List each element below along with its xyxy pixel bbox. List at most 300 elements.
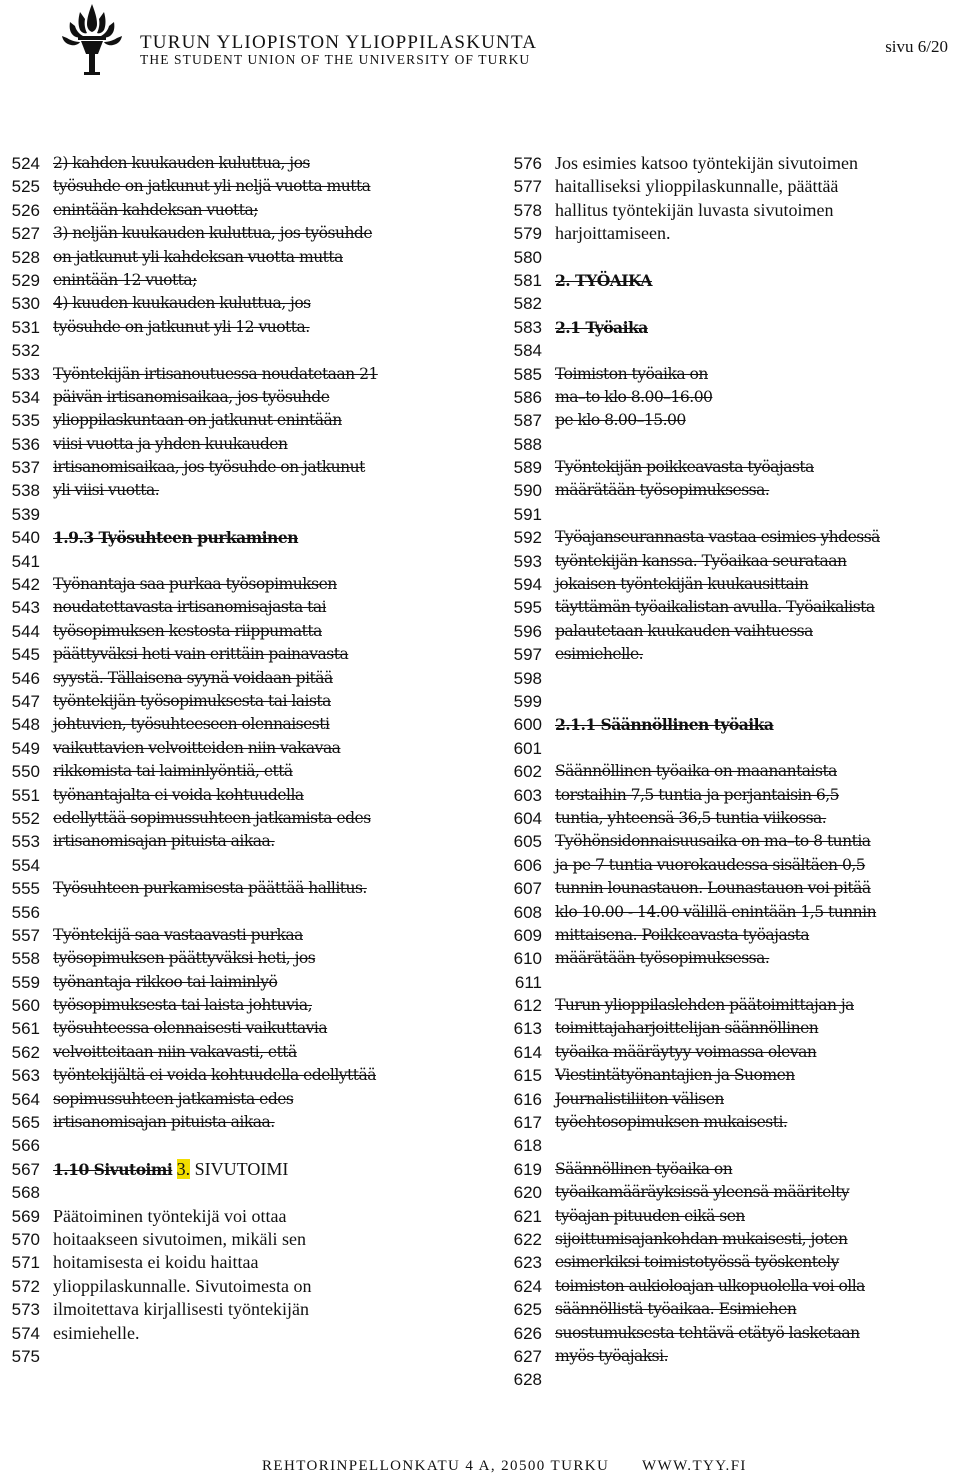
line-text: irtisanomisaikaa, jos työsuhde on jatkunut [53, 458, 365, 477]
line-number: 527 [11, 224, 40, 244]
line-text: yli viisi vuotta. [53, 481, 160, 500]
document-line [502, 1205, 960, 1228]
line-number: 551 [11, 785, 40, 805]
line-number: 592 [513, 528, 542, 548]
line-text: 1.9.3 Työsuhteen purkaminen [53, 528, 298, 548]
line-text: työsopimuksesta tai laista johtuvia, [53, 996, 312, 1015]
document-line [0, 550, 490, 573]
document-line [502, 1088, 960, 1111]
line-text: Säännöllinen työaika on maanantaista [555, 762, 837, 781]
line-text: 4) kuuden kuukauden kuluttua, jos [53, 294, 311, 313]
document-line [0, 199, 490, 222]
line-segment: 1.10 Sivutoimi [53, 1159, 173, 1179]
line-text: työsuhde on jatkunut yli neljä vuotta mutta [53, 177, 371, 196]
line-number: 621 [513, 1206, 542, 1226]
line-number: 586 [513, 387, 542, 407]
left-column [0, 152, 490, 1368]
line-text: edellyttää sopimussuhteen jatkamista edes [53, 808, 371, 827]
line-number: 575 [11, 1346, 40, 1366]
line-number: 568 [11, 1183, 40, 1203]
line-number: 531 [11, 317, 40, 337]
line-number: 600 [513, 715, 542, 735]
line-number: 596 [513, 621, 542, 641]
document-line [0, 456, 490, 479]
line-text: mittaisena. Poikkeavasta työajasta [555, 925, 810, 944]
line-number: 591 [513, 504, 542, 524]
document-line [502, 947, 960, 970]
document-line [0, 1111, 490, 1134]
document-line [0, 1181, 490, 1204]
line-text: hoitaakseen sivutoimen, mikäli sen [53, 1228, 306, 1249]
document-line [502, 222, 960, 245]
line-number: 569 [11, 1206, 40, 1226]
line-number: 574 [11, 1323, 40, 1343]
line-text: klo 10.00 - 14.00 välillä enintään 1,5 tunnin [555, 902, 877, 921]
line-number: 612 [513, 996, 542, 1016]
line-text: enintään 12 vuotta; [53, 270, 197, 289]
line-number: 595 [513, 598, 542, 618]
line-text: Työntekijän irtisanoutuessa noudatetaan 21 [53, 364, 378, 383]
line-number: 594 [513, 575, 542, 595]
line-number: 615 [513, 1066, 542, 1086]
document-line [502, 784, 960, 807]
line-number: 583 [513, 317, 542, 337]
document-line [0, 292, 490, 315]
line-number: 554 [11, 855, 40, 875]
line-text: Työntekijä saa vastaavasti purkaa [53, 925, 303, 944]
line-number: 541 [11, 551, 40, 571]
document-line [502, 620, 960, 643]
line-number: 589 [513, 458, 542, 478]
line-text: vaikuttavien velvoitteiden niin vakavaa [53, 738, 341, 757]
line-number: 542 [11, 575, 40, 595]
document-line [0, 877, 490, 900]
line-number: 627 [513, 1346, 542, 1366]
document-line [0, 246, 490, 269]
line-number: 598 [513, 668, 542, 688]
document-line [502, 573, 960, 596]
line-text: hallitus työntekijän luvasta sivutoimen [555, 199, 834, 220]
document-line [502, 199, 960, 222]
line-segment [172, 1161, 176, 1179]
document-line [0, 1205, 490, 1228]
line-text: työajan pituuden eikä sen [555, 1206, 745, 1225]
page-number: sivu 6/20 [885, 37, 948, 56]
document-line [502, 269, 960, 292]
document-line [0, 503, 490, 526]
document-line [502, 386, 960, 409]
line-number: 624 [513, 1276, 542, 1296]
line-text: palautetaan kuukauden vaihtuessa [555, 621, 813, 640]
line-text: viisi vuotta ja yhden kuukauden [53, 434, 288, 453]
line-number: 610 [513, 949, 542, 969]
document-line [502, 807, 960, 830]
document-line [0, 1345, 490, 1368]
document-line [502, 246, 960, 269]
line-number: 565 [11, 1113, 40, 1133]
line-text: 2.1.1 Säännöllinen työaika [555, 715, 774, 735]
line-number: 611 [514, 972, 542, 992]
line-number: 547 [11, 691, 40, 711]
document-line [502, 830, 960, 853]
line-text [53, 1158, 288, 1182]
document-line [0, 737, 490, 760]
document-line [502, 994, 960, 1017]
line-text: johtuvien, työsuhteeseen olennaisesti [53, 715, 330, 734]
torch-emblem-icon [56, 2, 128, 78]
document-line [0, 784, 490, 807]
line-number: 529 [11, 270, 40, 290]
line-text: toimittajaharjoittelijan säännöllinen [555, 1019, 819, 1038]
document-line [0, 854, 490, 877]
line-text: noudatettavasta irtisanomisajasta tai [53, 598, 327, 617]
line-number: 584 [513, 341, 542, 361]
document-line [0, 386, 490, 409]
line-text: työsuhteessa olennaisesti vaikuttavia [53, 1019, 328, 1038]
document-line [502, 292, 960, 315]
line-text: työaikamääräyksissä yleensä määritelty [555, 1183, 850, 1202]
page-footer [0, 1453, 960, 1483]
line-number: 567 [11, 1159, 40, 1179]
line-text: suostumuksesta tehtävä etätyö lasketaan [555, 1323, 860, 1342]
line-number: 560 [11, 996, 40, 1016]
line-number: 548 [11, 715, 40, 735]
line-text: tunnin lounastauon. Lounastauon voi pitää [555, 879, 871, 898]
line-number: 626 [513, 1323, 542, 1343]
line-number: 553 [11, 832, 40, 852]
line-text: esimiehelle. [53, 1322, 140, 1343]
line-number: 614 [513, 1042, 542, 1062]
document-line [502, 971, 960, 994]
line-text: 2. TYÖAIKA [555, 270, 652, 290]
line-text: Viestintätyönantajien ja Suomen [555, 1066, 795, 1085]
document-line [502, 433, 960, 456]
line-text: Työntekijän poikkeavasta työajasta [555, 458, 814, 477]
document-line [502, 1134, 960, 1157]
line-number: 588 [513, 434, 542, 454]
line-number: 585 [513, 364, 542, 384]
line-number: 533 [11, 364, 40, 384]
document-line [502, 596, 960, 619]
line-text: esimiehelle. [555, 645, 644, 664]
line-number: 606 [513, 855, 542, 875]
document-line [502, 1017, 960, 1040]
document-line [0, 1322, 490, 1345]
document-line [502, 713, 960, 736]
line-text: 2) kahden kuukauden kuluttua, jos [53, 154, 310, 172]
document-line [502, 456, 960, 479]
line-number: 532 [11, 341, 40, 361]
org-name: TURUN YLIOPISTON YLIOPPILASKUNTA [140, 32, 538, 53]
document-line [0, 807, 490, 830]
line-number: 620 [513, 1183, 542, 1203]
line-number: 559 [11, 972, 40, 992]
line-text: Journalistiliiton välisen [555, 1089, 724, 1108]
document-line [0, 1017, 490, 1040]
line-number: 543 [11, 598, 40, 618]
document-line [502, 409, 960, 432]
line-segment: SIVUTOIMI [190, 1158, 289, 1179]
line-text: syystä. Tällaisena syynä voidaan pitää [53, 668, 333, 687]
document-line [0, 222, 490, 245]
line-text: Säännöllinen työaika on [555, 1159, 733, 1178]
line-text: esimerkiksi toimistotyössä työskentely [555, 1253, 839, 1272]
document-line [502, 1228, 960, 1251]
document-line [0, 713, 490, 736]
document-line [0, 1228, 490, 1251]
document-line [0, 433, 490, 456]
line-number: 555 [11, 879, 40, 899]
line-number: 581 [513, 270, 542, 290]
document-line [0, 526, 490, 549]
line-number: 582 [513, 294, 542, 314]
line-number: 546 [11, 668, 40, 688]
line-number: 524 [11, 154, 40, 173]
line-text: tuntia, yhteensä 36,5 tuntia viikossa. [555, 808, 827, 827]
line-number: 601 [513, 738, 542, 758]
document-line [0, 971, 490, 994]
line-number: 576 [513, 154, 542, 173]
document-line [502, 1298, 960, 1321]
line-text: irtisanomisajan pituista aikaa. [53, 832, 275, 851]
document-line [502, 924, 960, 947]
line-number: 545 [11, 645, 40, 665]
document-line [502, 175, 960, 198]
line-number: 558 [11, 949, 40, 969]
line-text: täyttämän työaikalistan avulla. Työaikalista [555, 598, 875, 617]
line-text: velvoitteitaan niin vakavasti, että [53, 1042, 297, 1061]
line-number: 602 [513, 762, 542, 782]
line-number: 552 [11, 808, 40, 828]
line-text: Työajanseurannasta vastaa esimies yhdessä [555, 528, 880, 547]
line-number: 544 [11, 621, 40, 641]
line-number: 617 [513, 1113, 542, 1133]
line-text: työntekijän kanssa. Työaikaa seurataan [555, 551, 847, 570]
line-number: 540 [11, 528, 40, 548]
document-line [0, 339, 490, 362]
line-number: 599 [513, 691, 542, 711]
document-line [0, 596, 490, 619]
document-line [502, 339, 960, 362]
line-number: 580 [513, 247, 542, 267]
line-text: 2.1 Työaika [555, 317, 648, 337]
line-number: 550 [11, 762, 40, 782]
line-number: 579 [513, 224, 542, 244]
line-text: määrätään työsopimuksessa. [555, 949, 770, 968]
line-text: Toimiston työaika on [555, 364, 708, 383]
document-line [0, 901, 490, 924]
line-text: ilmoitettava kirjallisesti työntekijän [53, 1299, 309, 1320]
line-text: ja pe 7 tuntia vuorokaudessa sisältäen 0,5 [555, 855, 866, 874]
line-text: irtisanomisajan pituista aikaa. [53, 1113, 275, 1132]
line-number: 536 [11, 434, 40, 454]
document-line [0, 994, 490, 1017]
line-number: 570 [11, 1229, 40, 1249]
document-line [0, 573, 490, 596]
line-number: 573 [11, 1300, 40, 1320]
line-number: 534 [11, 387, 40, 407]
line-text: Työnantaja saa purkaa työsopimuksen [53, 575, 337, 594]
line-text: työnantaja rikkoo tai laiminlyö [53, 972, 278, 991]
document-line [502, 1345, 960, 1368]
line-number: 590 [513, 481, 542, 501]
line-text: työnantajalta ei voida kohtuudella [53, 785, 304, 804]
line-number: 587 [513, 411, 542, 431]
line-number: 625 [513, 1300, 542, 1320]
document-line [502, 316, 960, 339]
line-number: 538 [11, 481, 40, 501]
footer-address: REHTORINPELLONKATU 4 A, 20500 TURKU [262, 1458, 610, 1474]
line-number: 577 [513, 177, 542, 197]
line-text: enintään kahdeksan vuotta; [53, 200, 258, 219]
line-number: 605 [513, 832, 542, 852]
line-text: työsuhde on jatkunut yli 12 vuotta. [53, 317, 310, 336]
document-line [0, 924, 490, 947]
line-text: työntekijän työsopimuksesta tai laista [53, 691, 331, 710]
document-line [0, 1064, 490, 1087]
line-number: 597 [513, 645, 542, 665]
footer-website[interactable]: WWW.TYY.FI [642, 1458, 747, 1474]
document-line [0, 363, 490, 386]
line-number: 564 [11, 1089, 40, 1109]
document-line [0, 316, 490, 339]
document-line [502, 643, 960, 666]
document-line [0, 269, 490, 292]
page-header [0, 0, 960, 80]
document-line [502, 690, 960, 713]
document-line [0, 667, 490, 690]
document-line [502, 760, 960, 783]
document-line [502, 526, 960, 549]
line-number: 616 [513, 1089, 542, 1109]
document-line [0, 152, 490, 175]
line-number: 562 [11, 1042, 40, 1062]
document-line [502, 1251, 960, 1274]
document-line [0, 620, 490, 643]
line-text: 3) neljän kuukauden kuluttua, jos työsuhde [53, 224, 373, 243]
document-line [502, 737, 960, 760]
line-number: 604 [513, 808, 542, 828]
document-line [502, 1275, 960, 1298]
line-text: Jos esimies katsoo työntekijän sivutoimen [555, 153, 858, 173]
document-line [502, 479, 960, 502]
line-text: määrätään työsopimuksessa. [555, 481, 770, 500]
document-line [502, 152, 960, 175]
org-subtitle: THE STUDENT UNION OF THE UNIVERSITY OF TURKU [140, 52, 531, 67]
document-line [0, 1298, 490, 1321]
line-text: sijoittumisajankohdan mukaisesti, joten [555, 1229, 848, 1248]
line-number: 525 [11, 177, 40, 197]
line-text: pe klo 8.00–15.00 [555, 411, 686, 430]
document-line [0, 409, 490, 432]
line-text: jokaisen työntekijän kuukausittain [555, 575, 809, 594]
document-line [0, 760, 490, 783]
document-line [502, 667, 960, 690]
line-text: päättyväksi heti vain erittäin painavasta [53, 645, 349, 664]
line-number: 628 [513, 1370, 542, 1390]
line-text: Työsuhteen purkamisesta päättää hallitus. [53, 879, 367, 898]
line-text: Työhönsidonnaisuusaika on ma–to 8 tuntia [555, 832, 871, 851]
document-line [502, 363, 960, 386]
document-line [502, 1111, 960, 1134]
line-text: Päätoiminen työntekijä voi ottaa [53, 1205, 287, 1226]
line-number: 566 [11, 1136, 40, 1156]
document-line [0, 1088, 490, 1111]
document-line [0, 479, 490, 502]
line-text: haitalliseksi ylioppilaskunnalle, päättää [555, 176, 839, 197]
line-number: 563 [11, 1066, 40, 1086]
document-line [0, 643, 490, 666]
line-number: 609 [513, 925, 542, 945]
line-number: 556 [11, 902, 40, 922]
document-line [502, 1181, 960, 1204]
document-line [0, 690, 490, 713]
document-line [502, 854, 960, 877]
document-line [502, 1064, 960, 1087]
line-text: työehtosopimuksen mukaisesti. [555, 1113, 788, 1132]
document-line [502, 1041, 960, 1064]
line-number: 528 [11, 247, 40, 267]
line-number: 622 [513, 1229, 542, 1249]
right-column [502, 152, 960, 1392]
document-line [502, 503, 960, 526]
line-number: 607 [513, 879, 542, 899]
line-text: ylioppilaskuntaan on jatkunut enintään [53, 411, 342, 430]
line-number: 578 [513, 200, 542, 220]
line-number: 619 [513, 1159, 542, 1179]
document-line [502, 1322, 960, 1345]
line-text: rikkomista tai laiminlyöntiä, että [53, 762, 293, 781]
line-number: 557 [11, 925, 40, 945]
line-number: 526 [11, 200, 40, 220]
document-line [502, 550, 960, 573]
line-number: 530 [11, 294, 40, 314]
line-number: 613 [513, 1019, 542, 1039]
line-number: 571 [11, 1253, 40, 1273]
line-number: 623 [513, 1253, 542, 1273]
highlighted-text: 3. [176, 1158, 191, 1179]
line-text: ylioppilaskunnalle. Sivutoimesta on [53, 1275, 312, 1296]
line-number: 537 [11, 458, 40, 478]
line-text: työsopimuksen kestosta riippumatta [53, 621, 322, 640]
line-number: 549 [11, 738, 40, 758]
document-line [502, 1158, 960, 1181]
line-number: 539 [11, 504, 40, 524]
line-number: 603 [513, 785, 542, 805]
line-text: sopimussuhteen jatkamista edes [53, 1089, 294, 1108]
document-line [502, 877, 960, 900]
document-line [502, 901, 960, 924]
line-text: työsopimuksen päättyväksi heti, jos [53, 949, 316, 968]
document-line [502, 1368, 960, 1391]
document-line [0, 1134, 490, 1157]
document-line [0, 1041, 490, 1064]
line-number: 608 [513, 902, 542, 922]
line-text: työntekijältä ei voida kohtuudella edellyttää [53, 1066, 376, 1085]
line-text: myös työajaksi. [555, 1346, 668, 1365]
line-text: hoitamisesta ei koidu haittaa [53, 1252, 259, 1273]
line-number: 572 [11, 1276, 40, 1296]
document-line [0, 1275, 490, 1298]
line-text: työaika määräytyy voimassa olevan [555, 1042, 817, 1061]
document-line [0, 175, 490, 198]
line-text: toimiston aukioloajan ulkopuolella voi olla [555, 1276, 865, 1295]
line-text: harjoittamiseen. [555, 223, 671, 244]
document-line [0, 830, 490, 853]
line-number: 535 [11, 411, 40, 431]
line-number: 561 [11, 1019, 40, 1039]
line-text: on jatkunut yli kahdeksan vuotta mutta [53, 247, 343, 266]
